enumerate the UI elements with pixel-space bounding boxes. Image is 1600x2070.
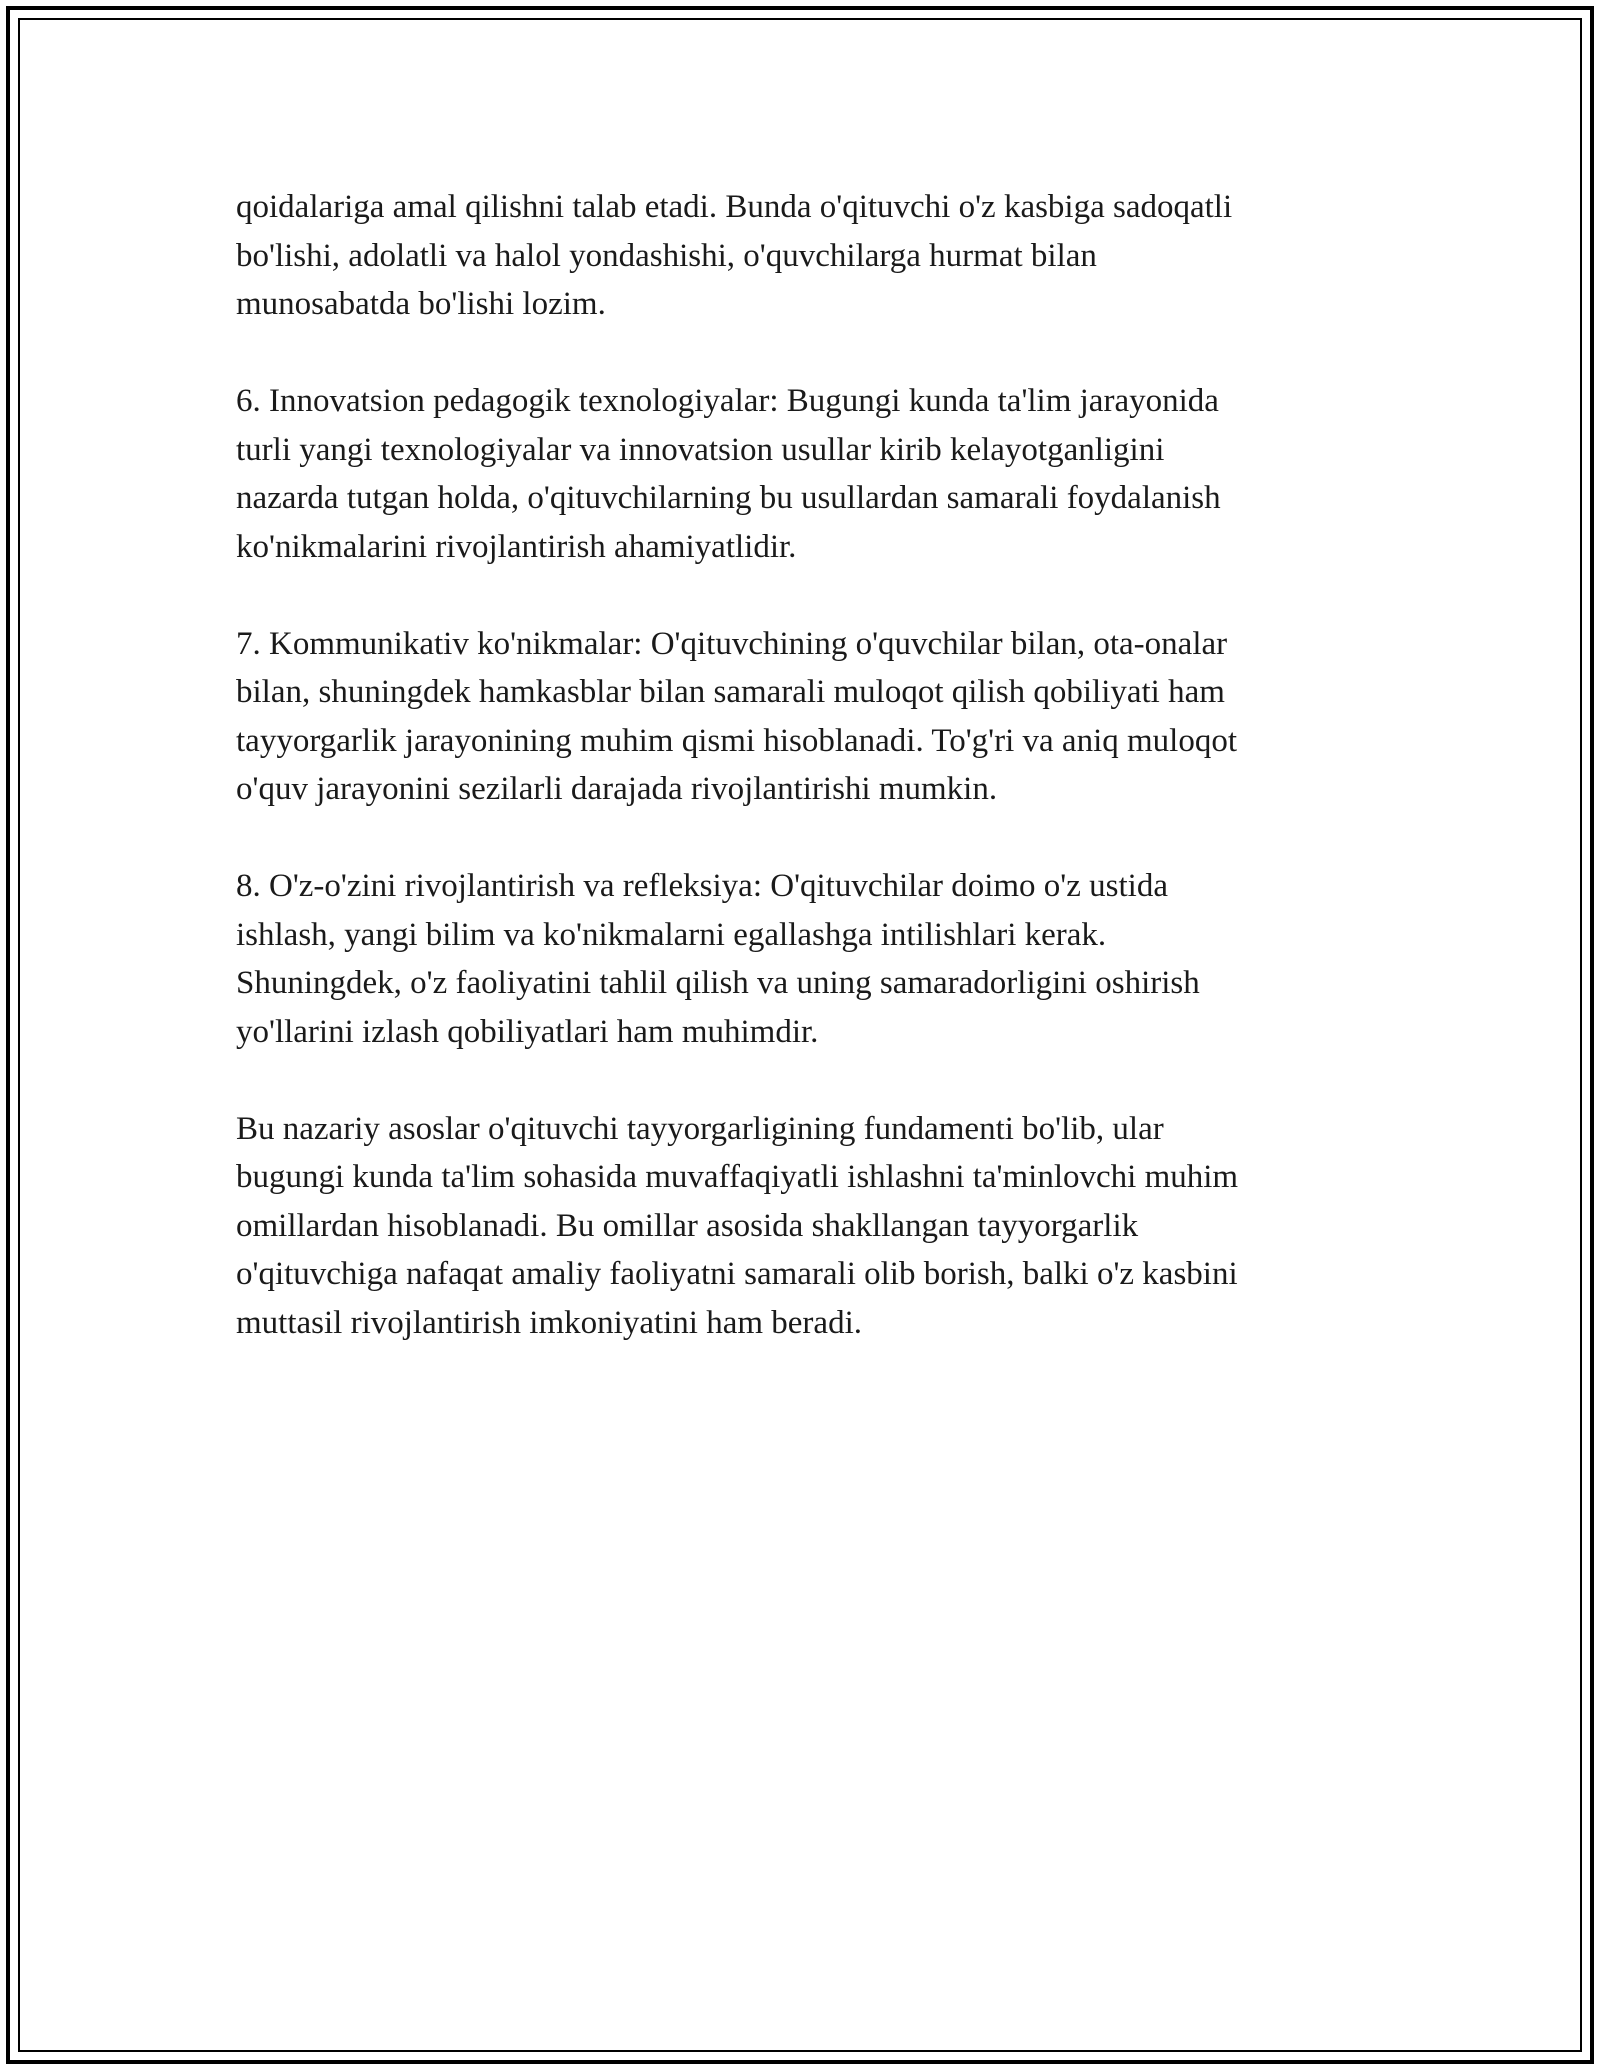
paragraph-self-development: 8. O'z-o'zini rivojlantirish va refleksiya: O'qituvchilar doimo o'z ustida ishlash, yangi bilim va ko'nikmalarni egallashga intilishlari kerak. Shuningdek, o'z faoliyatini tahlil qilish va uning samaradorligini oshirish yo'llarini izlash qobiliyatlari ham muhimdir. xyxy=(236,868,1200,1050)
paragraph-innovative-technologies: 6. Innovatsion pedagogik texnologiyalar: Bugungi kunda ta'lim jarayonida turli yangi texnologiyalar va innovatsion usullar kirib kelayotganligini nazarda tutgan holda, o'qituvchilarning bu usullardan samarali foydalanish ko'nikmalarini rivojlantirish ahamiyatlidir. xyxy=(236,383,1221,565)
paragraph-conclusion: Bu nazariy asoslar o'qituvchi tayyorgarligining fundamenti bo'lib, ular bugungi kunda ta'lim sohasida muvaffaqiyatli ishlashni ta'minlovchi muhim omillardan hisoblanadi. Bu omillar asosida shakllangan tayyorgarlik o'qituvchiga nafaqat amaliy faoliyatni samarali olib borish, balki o'z kasbini muttasil rivojlantirish imkoniyatini ham beradi. xyxy=(236,1110,1239,1341)
document-body xyxy=(236,183,1366,1396)
paragraph-communication-skills: 7. Kommunikativ ko'nikmalar: O'qituvchining o'quvchilar bilan, ota-onalar bilan, shuningdek hamkasblar bilan samarali muloqot qilish qobiliyati ham tayyorgarlik jarayonining muhim qismi hisoblanadi. To'g'ri va aniq muloqot o'quv jarayonini sezilarli darajada rivojlantirishi mumkin. xyxy=(236,625,1237,807)
paragraph-continuation: qoidalariga amal qilishni talab etadi. Bunda o'qituvchi o'z kasbiga sadoqatli bo'lishi, adolatli va halol yondashishi, o'quvchilarga hurmat bilan munosabatda bo'lishi lozim. xyxy=(236,189,1233,322)
